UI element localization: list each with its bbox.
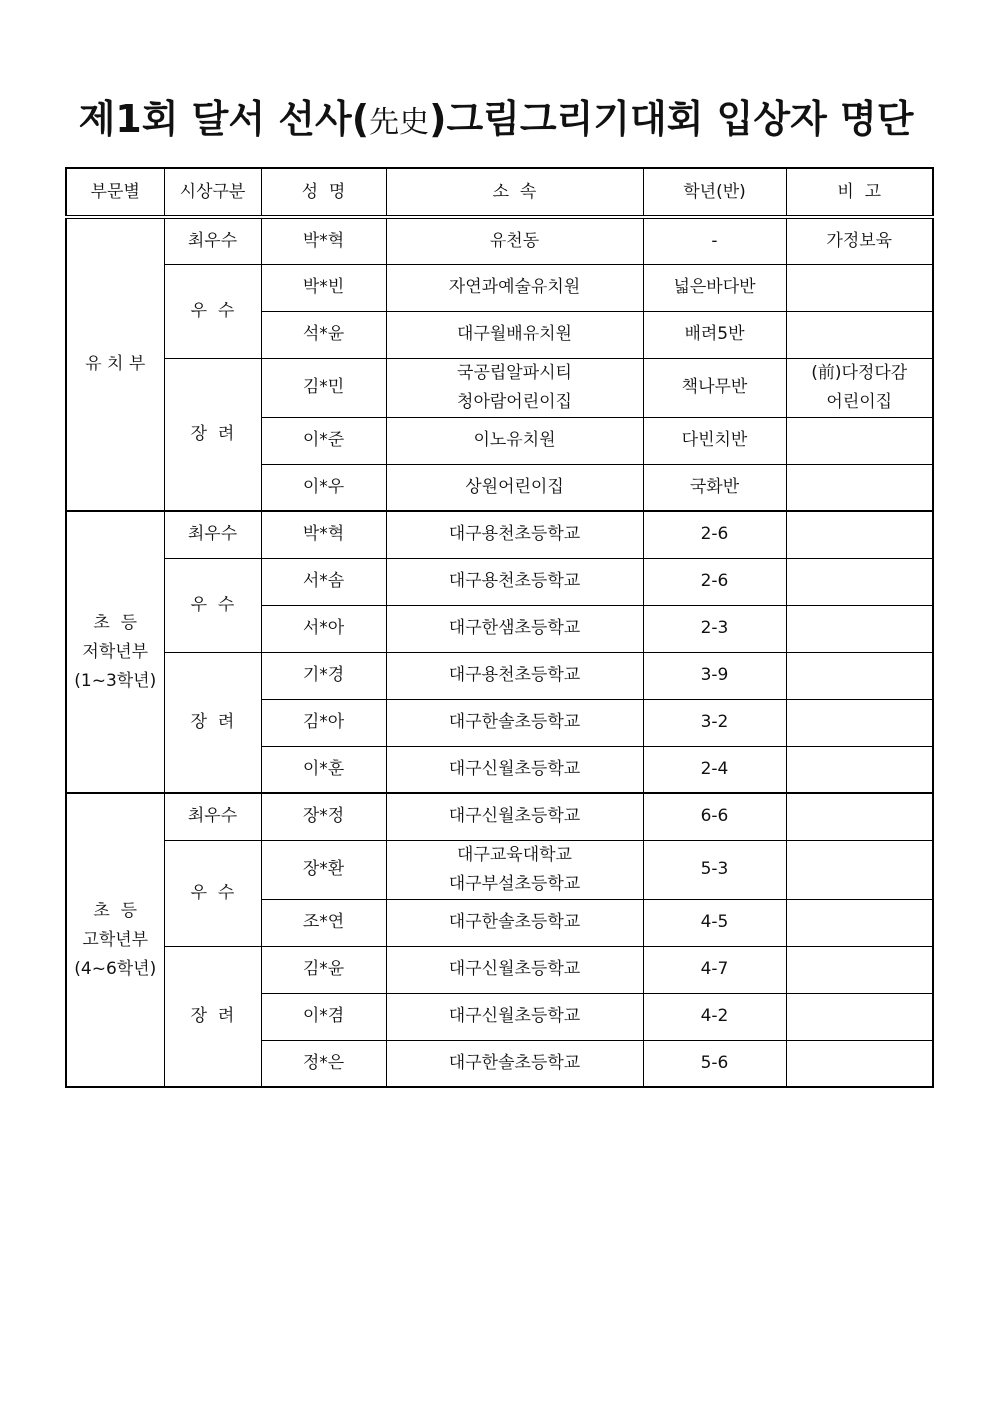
winner-note: [786, 511, 933, 558]
affiliation-line: 대구신월초등학교: [448, 1006, 581, 1026]
award-category: 최우수: [164, 511, 261, 558]
table-row: [66, 558, 933, 605]
affiliation-line: 유천동: [489, 230, 540, 251]
header-affiliation: 소 속: [386, 168, 643, 217]
affiliation-line: 대구용천초등학교: [448, 571, 581, 591]
table-row: [66, 264, 933, 311]
award-category: 우 수: [164, 840, 261, 946]
winner-note: [786, 558, 933, 605]
winner-affiliation: [386, 746, 643, 793]
winner-affiliation: [386, 605, 643, 652]
winner-name: 김*민: [261, 358, 386, 417]
winner-grade: 2-4: [643, 746, 786, 793]
winner-name: 서*솜: [261, 558, 386, 605]
winner-name: 석*윤: [261, 311, 386, 358]
winner-note: [786, 417, 933, 464]
winner-name: 기*경: [261, 652, 386, 699]
winner-note: [786, 840, 933, 899]
award-category: 우 수: [164, 558, 261, 652]
winner-affiliation: [386, 464, 643, 511]
header-grade: 학년(반): [643, 168, 786, 217]
division-label-line: 초 등: [93, 900, 138, 921]
winner-affiliation: [386, 899, 643, 946]
winner-affiliation: [386, 264, 643, 311]
winner-affiliation: [386, 558, 643, 605]
page-title: [0, 88, 992, 143]
winner-note: [786, 946, 933, 993]
winner-grade: 다빈치반: [643, 417, 786, 464]
winner-grade: 5-6: [643, 1040, 786, 1087]
division-label-line: 초 등: [93, 612, 138, 633]
winner-name: 조*연: [261, 899, 386, 946]
winners-table: [65, 167, 934, 1088]
table-row: [66, 358, 933, 417]
division-label-line: (1~3학년): [74, 670, 157, 691]
header-award: 시상구분: [164, 168, 261, 217]
table-row: [66, 511, 933, 558]
winner-name: 서*아: [261, 605, 386, 652]
winner-grade: 4-2: [643, 993, 786, 1040]
winner-grade: 넓은바다반: [643, 264, 786, 311]
winner-grade: 4-5: [643, 899, 786, 946]
winner-grade: 국화반: [643, 464, 786, 511]
winner-note: [786, 652, 933, 699]
winner-name: 이*우: [261, 464, 386, 511]
table-row: [66, 217, 933, 264]
winner-note: [786, 746, 933, 793]
winner-note: [786, 899, 933, 946]
winner-affiliation: [386, 993, 643, 1040]
table-row: [66, 946, 933, 993]
affiliation-line: 대구한솔초등학교: [448, 1052, 581, 1073]
division-label-line: 유 치 부: [85, 354, 146, 374]
winner-name: 이*훈: [261, 746, 386, 793]
winner-note: [786, 311, 933, 358]
affiliation-line: 대구신월초등학교: [448, 758, 581, 779]
header-name: 성 명: [261, 168, 386, 217]
winner-affiliation: [386, 417, 643, 464]
affiliation-line: 대구교육대학교: [457, 844, 572, 865]
affiliation-line: 대구한솔초등학교: [448, 712, 581, 732]
table-row: [66, 793, 933, 840]
table-row: [66, 840, 933, 899]
winner-grade: -: [643, 217, 786, 264]
award-category: 최우수: [164, 793, 261, 840]
winner-note: [786, 464, 933, 511]
table-row: [66, 652, 933, 699]
note-line: 어린이집: [826, 391, 893, 412]
winner-note: [786, 605, 933, 652]
affiliation-line: 상원어린이집: [465, 476, 564, 497]
winner-note: [786, 264, 933, 311]
winner-affiliation: [386, 1040, 643, 1087]
table-body: [66, 217, 933, 1087]
winner-name: 장*환: [261, 840, 386, 899]
award-category: 우 수: [164, 264, 261, 358]
award-category: 장 려: [164, 358, 261, 511]
winner-affiliation: [386, 946, 643, 993]
affiliation-line: 대구신월초등학교: [448, 806, 581, 827]
winner-grade: 5-3: [643, 840, 786, 899]
division-label: [66, 217, 164, 511]
winner-grade: 3-2: [643, 699, 786, 746]
affiliation-line: 대구부설초등학교: [448, 873, 581, 894]
header-division: 부문별: [66, 168, 164, 217]
winner-affiliation: [386, 652, 643, 699]
winner-affiliation: [386, 793, 643, 840]
winner-affiliation: [386, 358, 643, 417]
award-category: 최우수: [164, 217, 261, 264]
affiliation-line: 대구한샘초등학교: [448, 618, 581, 638]
division-label: [66, 511, 164, 793]
affiliation-line: 이노유치원: [473, 430, 556, 450]
winner-grade: 6-6: [643, 793, 786, 840]
winner-grade: 2-6: [643, 511, 786, 558]
winner-affiliation: [386, 511, 643, 558]
winner-name: 이*겸: [261, 993, 386, 1040]
winner-grade: 4-7: [643, 946, 786, 993]
winner-name: 장*정: [261, 793, 386, 840]
winner-note: [786, 993, 933, 1040]
winner-grade: 3-9: [643, 652, 786, 699]
affiliation-line: 대구신월초등학교: [448, 959, 581, 979]
winner-grade: 2-6: [643, 558, 786, 605]
affiliation-line: 자연과예술유치원: [448, 277, 581, 297]
affiliation-line: 대구용천초등학교: [448, 524, 581, 545]
division-label: [66, 793, 164, 1087]
award-category: 장 려: [164, 652, 261, 793]
note-line: 가정보육: [826, 230, 893, 251]
winner-name: 박*혁: [261, 217, 386, 264]
winner-name: 이*준: [261, 417, 386, 464]
winner-grade: 책나무반: [643, 358, 786, 417]
division-label-line: 고학년부: [82, 929, 149, 950]
winner-grade: 배려5반: [643, 311, 786, 358]
header-row: [66, 168, 933, 217]
winner-name: 김*아: [261, 699, 386, 746]
winner-note: [786, 699, 933, 746]
division-label-line: (4~6학년): [74, 958, 157, 979]
affiliation-line: 청아람어린이집: [457, 391, 572, 412]
header-note: 비 고: [786, 168, 933, 217]
winner-name: 정*은: [261, 1040, 386, 1087]
winner-affiliation: [386, 311, 643, 358]
title-prefix: 제1회 달서 선사(: [78, 97, 370, 141]
award-category: 장 려: [164, 946, 261, 1087]
winner-note: [786, 793, 933, 840]
winner-affiliation: [386, 699, 643, 746]
winner-name: 김*윤: [261, 946, 386, 993]
title-suffix: )그림그리기대회 입상자 명단: [429, 97, 914, 141]
affiliation-line: 대구월배유치원: [457, 324, 572, 344]
winner-grade: 2-3: [643, 605, 786, 652]
winner-note: [786, 217, 933, 264]
affiliation-line: 대구용천초등학교: [448, 665, 581, 685]
winner-name: 박*빈: [261, 264, 386, 311]
title-hanja: 先史: [369, 105, 430, 140]
note-line: (前)다정다감: [811, 362, 908, 383]
affiliation-line: 대구한솔초등학교: [448, 912, 581, 932]
division-label-line: 저학년부: [82, 641, 149, 662]
winner-note: [786, 1040, 933, 1087]
winner-note: [786, 358, 933, 417]
winner-affiliation: [386, 217, 643, 264]
affiliation-line: 국공립알파시티: [457, 362, 572, 383]
winner-affiliation: [386, 840, 643, 899]
winner-name: 박*혁: [261, 511, 386, 558]
